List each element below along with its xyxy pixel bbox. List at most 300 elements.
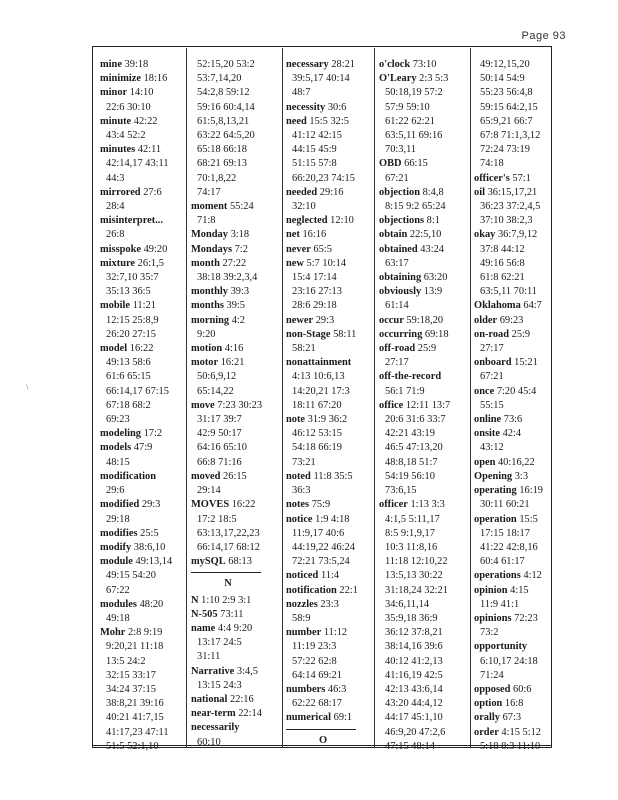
index-term: modeling xyxy=(100,428,141,440)
index-entry xyxy=(379,214,450,228)
index-entry xyxy=(474,228,543,242)
page-line-refs: 15:5 32:5 xyxy=(309,115,349,127)
index-term: modules xyxy=(100,598,137,610)
page-line-refs-continued: 65:18 66:18 xyxy=(197,144,247,156)
index-term: motor xyxy=(191,357,219,369)
index-entry xyxy=(191,721,265,735)
index-term: modified xyxy=(100,499,140,511)
index-term: obtain xyxy=(379,229,408,241)
index-entry xyxy=(286,584,360,598)
index-term: module xyxy=(100,556,133,568)
page-line-refs: 16:21 xyxy=(220,357,245,369)
page-line-refs: 22:14 xyxy=(238,708,262,720)
page-number-label: Page 93 xyxy=(521,30,566,42)
index-entry xyxy=(286,598,360,612)
index-term: need xyxy=(286,115,307,127)
page-line-refs: 25:9 xyxy=(417,343,437,355)
page-line-refs: 42:22 xyxy=(133,115,158,127)
page-line-refs-continued: 41:12 42:15 xyxy=(292,130,342,142)
page-line-refs-continued: 6:10,17 24:18 xyxy=(480,655,538,667)
page-line-refs: 4:15 5:12 xyxy=(501,726,541,738)
index-term: occur xyxy=(379,314,404,326)
page-line-refs: 47:9 xyxy=(133,442,153,454)
index-entry xyxy=(286,58,360,72)
page-line-refs: 4:4 9:20 xyxy=(217,622,253,634)
page-line-refs-continued: 38:8,21 39:16 xyxy=(106,698,164,710)
index-term: Mondays xyxy=(191,243,232,255)
index-term: okay xyxy=(474,229,496,241)
index-term: older xyxy=(474,314,498,326)
page-line-refs-continued: 63:17 xyxy=(385,257,409,269)
page-line-refs-continued: 5:18 8:3 11:10 xyxy=(480,740,541,752)
page-line-refs-continued: 63:22 64:5,20 xyxy=(197,130,255,142)
page-line-refs-continued: 42:14,17 43:11 xyxy=(106,158,169,170)
index-term: mirrored xyxy=(100,186,141,198)
index-term: N-505 xyxy=(191,608,218,620)
page-line-refs: 68:13 xyxy=(228,556,252,568)
page-line-refs-continued: 64:14 69:21 xyxy=(292,669,342,681)
page-line-refs-continued: 63:5,11 69:16 xyxy=(385,130,443,142)
page-line-refs-continued: 67:21 xyxy=(480,371,504,383)
page-line-refs: 13:9 xyxy=(423,286,443,298)
page-line-refs: 11:12 xyxy=(323,627,348,639)
index-term: misinterpret... xyxy=(100,215,164,227)
index-entry xyxy=(191,356,265,370)
page-line-refs-continued: 52:15,20 53:2 xyxy=(197,59,255,70)
index-term: noted xyxy=(286,470,311,482)
page-line-refs-continued: 59:16 60:4,14 xyxy=(197,101,255,113)
index-entry xyxy=(191,285,265,299)
index-term: necessarily xyxy=(191,722,240,734)
page-line-refs-continued: 60:4 61:17 xyxy=(480,556,525,568)
page-line-refs: 46:3 xyxy=(327,683,347,695)
index-term: non-Stage xyxy=(286,328,331,340)
page-line-refs: 63:20 xyxy=(423,272,448,284)
index-term: off-road xyxy=(379,343,416,355)
page-line-refs: 16:22 xyxy=(129,343,154,355)
index-term: office xyxy=(379,399,404,411)
page-line-refs-continued: 15:4 17:14 xyxy=(292,272,337,284)
index-entry xyxy=(379,328,450,342)
page-line-refs-continued: 74:18 xyxy=(480,158,504,170)
page-line-refs-continued: 41:16,19 42:5 xyxy=(385,669,443,681)
index-entry xyxy=(474,569,543,583)
index-term: objections xyxy=(379,215,425,227)
page-line-refs: 39:3 xyxy=(230,286,250,298)
page-line-refs-continued: 11:18 12:10,22 xyxy=(385,556,448,568)
index-term: modify xyxy=(100,541,132,553)
page-line-refs: 55:24 xyxy=(229,201,254,213)
index-term: opinions xyxy=(474,612,512,624)
page-line-refs-continued: 50:6,9,12 xyxy=(197,371,237,383)
index-entry xyxy=(474,427,543,441)
page-line-refs-continued: 48:15 xyxy=(106,456,130,468)
index-entry xyxy=(191,299,265,313)
page-line-refs-continued: 14:20,21 17:3 xyxy=(292,385,350,397)
index-entry xyxy=(100,427,172,441)
page-line-refs-continued: 46:12 53:15 xyxy=(292,428,342,440)
page-line-refs-continued: 58:21 xyxy=(292,343,316,355)
column-divider-1 xyxy=(186,48,187,748)
page-line-refs-continued: 10:3 11:8,16 xyxy=(385,541,438,553)
page-line-refs-continued: 32:15 33:17 xyxy=(106,669,156,681)
page-line-refs: 8:1 xyxy=(426,215,440,227)
index-entry xyxy=(100,186,172,200)
page-line-refs-continued: 61:5,8,13,21 xyxy=(197,115,250,127)
index-entry xyxy=(286,243,360,257)
index-entry xyxy=(286,101,360,115)
page-line-refs-continued: 4:13 10:6,13 xyxy=(292,371,345,383)
index-term: needed xyxy=(286,186,318,198)
page-line-refs: 25:5 xyxy=(140,527,159,539)
page-line-refs-continued: 35:13 36:5 xyxy=(106,286,151,298)
index-term: mine xyxy=(100,59,122,70)
index-column-5 xyxy=(474,58,543,754)
page-line-refs-continued: 63:5,11 70:11 xyxy=(480,286,537,298)
page-line-refs-continued: 58:9 xyxy=(292,612,311,624)
page-line-refs-continued: 74:17 xyxy=(197,186,221,198)
index-term: operating xyxy=(474,485,517,497)
index-term: mySQL xyxy=(191,556,226,568)
page-line-refs: 22:16 xyxy=(230,693,254,705)
index-term: neglected xyxy=(286,215,328,227)
page-line-refs: 42:4 xyxy=(502,428,522,440)
index-entry xyxy=(474,484,543,498)
page-line-refs-continued: 66:20,23 74:15 xyxy=(292,172,355,184)
index-term: never xyxy=(286,243,311,255)
page-line-refs-continued: 20:6 31:6 33:7 xyxy=(385,414,446,426)
page-line-refs: 65:5 xyxy=(313,243,332,255)
index-term: necessary xyxy=(286,59,329,70)
page-line-refs: 73:11 xyxy=(220,608,244,620)
index-term: minutes xyxy=(100,144,136,156)
page-line-refs: 15:5 xyxy=(519,513,538,525)
page-line-refs: 18:16 xyxy=(143,73,168,85)
index-entry xyxy=(379,314,450,328)
index-entry xyxy=(474,640,543,654)
index-term: O'Leary xyxy=(379,73,417,85)
page-line-refs: 5:7 10:14 xyxy=(306,257,347,269)
index-term: necessity xyxy=(286,101,326,113)
index-entry xyxy=(379,370,450,384)
page-line-refs: 22:1 xyxy=(339,584,358,596)
index-entry xyxy=(191,470,265,484)
page-line-refs: 49:13,14 xyxy=(135,556,173,568)
index-entry xyxy=(100,299,172,313)
index-entry xyxy=(286,314,360,328)
index-column-1 xyxy=(100,58,172,754)
page-line-refs-continued: 49:12,15,20 xyxy=(480,59,530,70)
page-line-refs: 7:20 45:4 xyxy=(496,385,537,397)
index-term: oil xyxy=(474,186,485,198)
page-line-refs: 1:9 4:18 xyxy=(315,513,350,525)
page-line-refs: 1:10 2:9 3:1 xyxy=(201,594,252,606)
page-line-refs: 26:1,5 xyxy=(137,257,164,269)
index-entry xyxy=(474,385,543,399)
index-entry xyxy=(474,314,543,328)
page-line-refs-continued: 39:5,17 40:14 xyxy=(292,73,350,85)
index-entry xyxy=(379,285,450,299)
page-line-refs: 39:18 xyxy=(124,59,149,70)
index-entry xyxy=(474,513,543,527)
index-entry xyxy=(191,200,265,214)
page-line-refs-continued: 43:20 44:4,12 xyxy=(385,698,443,710)
index-term: opposed xyxy=(474,683,511,695)
index-entry xyxy=(474,456,543,470)
page-line-refs-continued: 40:21 41:7,15 xyxy=(106,712,164,724)
index-term: occurring xyxy=(379,328,423,340)
page-line-refs: 2:8 9:19 xyxy=(128,627,163,639)
page-line-refs-continued: 66:14,17 67:15 xyxy=(106,385,169,397)
index-entry xyxy=(191,498,265,512)
page-line-refs: 4:2 xyxy=(231,314,245,326)
page-line-refs-continued: 9:20 xyxy=(197,328,216,340)
page-line-refs-continued: 4:1,5 5:11,17 xyxy=(385,513,440,525)
index-entry xyxy=(474,697,543,711)
page-line-refs-continued: 32:10 xyxy=(292,201,316,213)
index-entry xyxy=(100,58,172,72)
page-line-refs: 12:10 xyxy=(330,215,354,227)
page-line-refs: 38:6,10 xyxy=(133,541,166,553)
page-line-refs-continued: 61:22 62:21 xyxy=(385,115,435,127)
page-line-refs-continued: 73:6,15 xyxy=(385,485,417,497)
page-line-refs: 64:7 xyxy=(523,300,542,312)
index-term: model xyxy=(100,343,128,355)
page-line-refs: 69:18 xyxy=(424,328,449,340)
page-line-refs-continued: 51:15 57:8 xyxy=(292,158,337,170)
index-term: net xyxy=(286,229,300,241)
page-line-refs-continued: 44:3 xyxy=(106,172,125,184)
page-line-refs-continued: 66:8 71:16 xyxy=(197,456,242,468)
page-line-refs: 39:5 xyxy=(226,300,246,312)
index-entry xyxy=(474,356,543,370)
index-entry xyxy=(379,72,450,86)
index-term: near-term xyxy=(191,708,236,720)
page-line-refs-continued: 34:24 37:15 xyxy=(106,683,156,695)
page-line-refs: 22:5,10 xyxy=(409,229,442,241)
index-entry xyxy=(191,228,265,242)
index-term: o'clock xyxy=(379,59,411,70)
page-line-refs-continued: 26:20 27:15 xyxy=(106,328,156,340)
page-line-refs-continued: 26:8 xyxy=(106,229,125,241)
page-line-refs-continued: 68:21 69:13 xyxy=(197,158,247,170)
index-term: Oklahoma xyxy=(474,300,521,312)
index-term: number xyxy=(286,627,322,639)
index-term: order xyxy=(474,726,499,738)
index-term: N xyxy=(191,594,199,606)
page-line-refs: 16:16 xyxy=(302,229,327,241)
index-term: Monday xyxy=(191,229,228,241)
page-line-refs-continued: 37:10 38:2,3 xyxy=(480,215,533,227)
page-line-refs-continued: 44:19,22 46:24 xyxy=(292,541,355,553)
index-entry xyxy=(474,413,543,427)
index-term: minute xyxy=(100,115,132,127)
index-term: move xyxy=(191,399,215,411)
page-line-refs: 36:7,9,12 xyxy=(497,229,538,241)
index-term: new xyxy=(286,257,304,269)
page-line-refs: 7:23 30:23 xyxy=(217,399,263,411)
index-term: opportunity xyxy=(474,641,528,653)
index-column-4 xyxy=(379,58,450,754)
page-line-refs-continued: 28:4 xyxy=(106,201,125,213)
page-line-refs-continued: 8:15 9:2 65:24 xyxy=(385,201,446,213)
page-line-refs: 29:3 xyxy=(315,314,335,326)
index-entry xyxy=(286,186,360,200)
page-line-refs: 73:10 xyxy=(412,59,437,70)
page-line-refs-continued: 12:15 25:8,9 xyxy=(106,314,159,326)
index-term: Mohr xyxy=(100,627,126,639)
index-entry xyxy=(100,598,172,612)
page-line-refs-continued: 50:18,19 57:2 xyxy=(385,87,443,99)
page-line-refs: 4:12 xyxy=(523,570,542,582)
page-line-refs-continued: 67:21 xyxy=(385,172,409,184)
page-line-refs-continued: 70:1,8,22 xyxy=(197,172,237,184)
page-line-refs-continued: 47:15 48:14 xyxy=(385,740,435,752)
page-line-refs-continued: 62:22 68:17 xyxy=(292,698,342,710)
page-line-refs: 58:11 xyxy=(333,328,357,340)
page-line-refs: 30:6 xyxy=(327,101,347,113)
section-letter-heading: O xyxy=(318,734,328,746)
index-term: obviously xyxy=(379,286,422,298)
page-line-refs-continued: 46:9,20 47:2,6 xyxy=(385,726,446,738)
index-entry xyxy=(191,314,265,328)
page-line-refs: 29:16 xyxy=(319,186,344,198)
page-line-refs-continued: 51:5 52:1,10 xyxy=(106,740,159,752)
page-line-refs-continued: 41:17,23 47:11 xyxy=(106,726,169,738)
index-term: Narrative xyxy=(191,665,235,677)
page-line-refs: 26:15 xyxy=(223,470,247,482)
index-entry xyxy=(100,214,172,228)
page-line-refs-continued: 67:18 68:2 xyxy=(106,399,151,411)
page-line-refs: 27:22 xyxy=(222,257,247,269)
page-line-refs: 3:18 xyxy=(230,229,250,241)
page-line-refs-continued: 11:9,17 40:6 xyxy=(292,527,345,539)
index-entry xyxy=(286,228,360,242)
page-line-refs-continued: 9:20,21 11:18 xyxy=(106,641,164,653)
index-entry xyxy=(191,608,265,622)
index-term: months xyxy=(191,300,224,312)
index-column-3 xyxy=(286,58,360,750)
index-entry xyxy=(286,513,360,527)
page-line-refs: 40:16,22 xyxy=(497,456,535,468)
index-term: objection xyxy=(379,186,420,198)
page-line-refs: 60:6 xyxy=(513,683,532,695)
index-term: officer xyxy=(379,499,408,511)
index-term: minimize xyxy=(100,73,141,85)
index-entry xyxy=(286,683,360,697)
page-line-refs: 16:19 xyxy=(519,485,543,497)
page-line-refs-continued: 27:17 xyxy=(480,343,504,355)
page-line-refs-continued: 18:11 67:20 xyxy=(292,399,342,411)
index-entry xyxy=(100,441,172,455)
index-term: mobile xyxy=(100,300,131,312)
index-entry xyxy=(286,413,360,427)
page-line-refs: 14:10 xyxy=(129,87,154,99)
page-line-refs-continued: 42:13 43:6,14 xyxy=(385,683,443,695)
page-line-refs-continued: 66:14,17 68:12 xyxy=(197,541,260,553)
page-line-refs-continued: 22:6 30:10 xyxy=(106,101,151,113)
index-entry xyxy=(379,228,450,242)
page-line-refs-continued: 55:15 xyxy=(480,399,504,411)
page-line-refs-continued: 44:17 45:1,10 xyxy=(385,712,443,724)
index-entry xyxy=(191,399,265,413)
page-line-refs: 4:16 xyxy=(224,343,244,355)
index-term: OBD xyxy=(379,158,402,170)
page-line-refs: 1:13 3:3 xyxy=(410,499,445,511)
index-entry xyxy=(474,470,543,484)
page-line-refs-continued: 38:18 39:2,3,4 xyxy=(197,272,258,284)
index-entry xyxy=(100,470,172,484)
index-entry xyxy=(474,186,543,200)
index-term: online xyxy=(474,414,502,426)
index-entry xyxy=(100,257,172,271)
index-term: notice xyxy=(286,513,313,525)
index-term: moved xyxy=(191,470,221,482)
page-line-refs-continued: 31:11 xyxy=(197,651,221,663)
page-line-refs-continued: 61:8 62:21 xyxy=(480,272,525,284)
page-line-refs: 29:3 xyxy=(141,499,161,511)
page-line-refs: 11:8 35:5 xyxy=(313,470,353,482)
index-entry xyxy=(191,693,265,707)
page-line-refs: 31:9 36:2 xyxy=(307,414,348,426)
page-line-refs-continued: 13:5,13 30:22 xyxy=(385,570,443,582)
index-term: nozzles xyxy=(286,598,318,610)
page-line-refs-continued: 63:13,17,22,23 xyxy=(197,527,260,539)
page-line-refs-continued: 31:18,24 32:21 xyxy=(385,584,448,596)
page-line-refs-continued: 72:21 73:5,24 xyxy=(292,556,350,568)
page-line-refs: 11:4 xyxy=(320,570,340,582)
page-line-refs-continued: 53:7,14,20 xyxy=(197,73,242,85)
index-term: models xyxy=(100,442,132,454)
index-entry xyxy=(191,555,265,569)
page-line-refs: 28:21 xyxy=(331,59,355,70)
index-term: onboard xyxy=(474,357,512,369)
index-term: open xyxy=(474,456,496,468)
index-entry xyxy=(191,594,265,608)
page-line-refs-continued: 17:2 18:5 xyxy=(197,513,237,525)
page-line-refs: 3:3 xyxy=(514,470,529,482)
page-line-refs: 15:21 xyxy=(514,357,538,369)
page-line-refs: 8:4,8 xyxy=(422,186,444,198)
page-line-refs-continued: 38:14,16 39:6 xyxy=(385,641,443,653)
index-entry xyxy=(286,626,360,640)
index-entry xyxy=(286,115,360,129)
index-term: modification xyxy=(100,470,156,482)
page-line-refs-continued: 67:22 xyxy=(106,584,130,596)
page-line-refs: 75:9 xyxy=(311,499,331,511)
page-line-refs-continued: 43:12 xyxy=(480,442,504,454)
index-term: name xyxy=(191,622,216,634)
index-entry xyxy=(379,399,450,413)
index-entry xyxy=(379,271,450,285)
page-line-refs: 16:22 xyxy=(231,499,256,511)
page-line-refs-continued: 55:23 56:4,8 xyxy=(480,87,533,99)
page-line-refs: 7:2 xyxy=(234,243,248,255)
index-entry xyxy=(379,498,450,512)
page-line-refs-continued: 48:7 xyxy=(292,87,311,99)
page-line-refs-continued: 64:16 65:10 xyxy=(197,442,247,454)
page-line-refs: 72:23 xyxy=(514,612,538,624)
page-line-refs-continued: 57:9 59:10 xyxy=(385,101,430,113)
page-line-refs-continued: 57:22 62:8 xyxy=(292,655,337,667)
page-line-refs: 17:2 xyxy=(143,428,163,440)
page-line-refs-continued: 36:23 37:2,4,5 xyxy=(480,201,541,213)
page-line-refs-continued: 41:22 42:8,16 xyxy=(480,541,538,553)
index-term: modifies xyxy=(100,527,138,539)
page-line-refs-continued: 61:14 xyxy=(385,300,409,312)
column-divider-3 xyxy=(374,48,375,748)
index-term: newer xyxy=(286,314,314,326)
